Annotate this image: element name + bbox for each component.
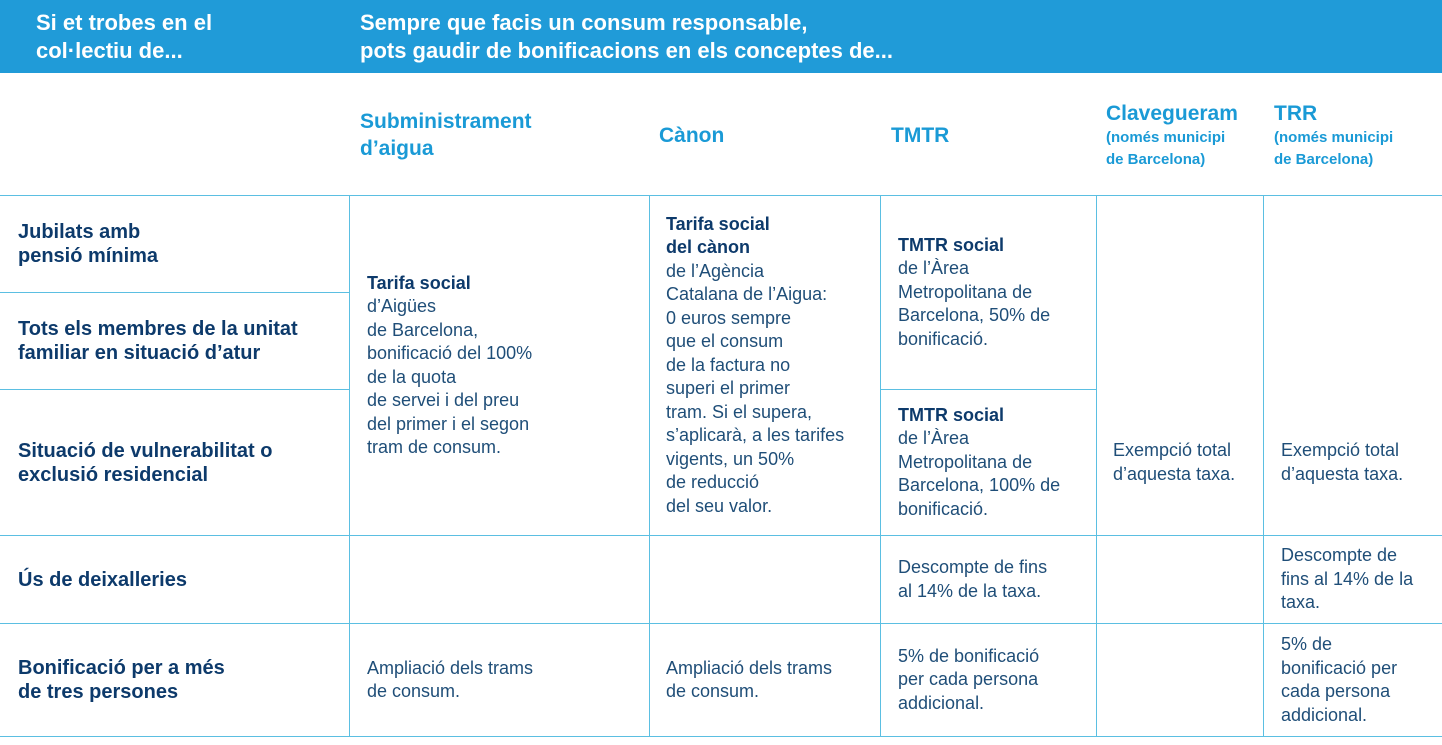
- column-header-clavegueram: [1106, 100, 1266, 171]
- row-label-jubilats: [18, 196, 343, 292]
- header-right-title: Sempre que facis un consum responsable, pots gaudir de bonificacions en els conceptes de...: [360, 10, 894, 63]
- cell-tmtr-bonificacio: [898, 624, 1093, 736]
- grid-line: [649, 195, 650, 736]
- cell-tmtr-deixalleries: [898, 536, 1093, 623]
- cell-text: 5% de bonificació per cada persona addicional.: [1281, 634, 1398, 725]
- cell-text: Exempció total d’aquesta taxa.: [1281, 440, 1404, 484]
- column-header-tmtr: [891, 122, 1081, 149]
- cell-trr-deixalleries: [1281, 536, 1439, 623]
- cell-text: Descompte de fins al 14% de la taxa.: [1281, 545, 1414, 613]
- header-bar: [0, 0, 1442, 73]
- cell-canon-tarifa-social: [666, 196, 878, 535]
- column-title: Subministrament d’aigua: [360, 110, 532, 160]
- row-label-text: Jubilats amb pensió mínima: [18, 221, 159, 267]
- cell-trr-bonificacio: [1281, 624, 1439, 736]
- row-label-atur: [18, 293, 343, 389]
- cell-text: de l’Àrea Metropolitana de Barcelona, 100% de bonificació.: [898, 428, 1061, 519]
- cell-tmtr-social-50: [898, 196, 1093, 389]
- column-title: TRR: [1274, 102, 1318, 125]
- grid-line: [1263, 195, 1264, 736]
- header-left-title: Si et trobes en el col·lectiu de...: [36, 10, 213, 63]
- cell-aigua-tarifa-social: [367, 196, 642, 535]
- row-label-deixalleries: [18, 536, 343, 623]
- cell-text: Exempció total d’aquesta taxa.: [1113, 440, 1236, 484]
- column-header-canon: [659, 122, 859, 149]
- row-label-text: Bonificació per a més de tres persones: [18, 657, 225, 703]
- column-note: (només municipi de Barcelona): [1274, 129, 1394, 168]
- column-header-aigua: [360, 108, 640, 162]
- cell-text: Descompte de fins al 14% de la taxa.: [898, 557, 1048, 601]
- grid-line: [0, 736, 1442, 737]
- cell-trr-exempcio: [1281, 390, 1439, 535]
- cell-text: 5% de bonificació per cada persona addicional.: [898, 645, 1040, 713]
- column-note: (només municipi de Barcelona): [1106, 129, 1226, 168]
- cell-text: d’Aigües de Barcelona, bonificació del 100% de la quota de servei i del preu del primer i el segon tram de consum.: [367, 296, 533, 457]
- row-label-text: Ús de deixalleries: [18, 568, 187, 591]
- row-label-mes-tres-persones: [18, 624, 343, 736]
- row-label-text: Situació de vulnerabilitat o exclusió residencial: [18, 439, 273, 486]
- cell-canon-ampliacio: [666, 624, 878, 736]
- column-title: TMTR: [891, 124, 950, 147]
- column-title: Clavegueram: [1106, 102, 1238, 125]
- cell-text: Ampliació dels trams de consum.: [666, 657, 833, 701]
- row-label-vulnerabilitat: [18, 390, 343, 535]
- grid-line: [349, 195, 350, 736]
- cell-clavegueram-exempcio: [1113, 390, 1261, 535]
- cell-text: Ampliació dels trams de consum.: [367, 657, 534, 701]
- grid-line: [1096, 195, 1097, 736]
- cell-text: de l’Àrea Metropolitana de Barcelona, 50% de bonificació.: [898, 258, 1051, 349]
- cell-text: de l’Agència Catalana de l’Aigua: 0 euros sempre que el consum de la factura no superi el primer tram. Si el supera, s’aplicarà, a les tarifes vigents, un 50% de reducció del seu valor.: [666, 260, 845, 516]
- cell-bold-text: TMTR social: [898, 234, 1005, 255]
- row-label-text: Tots els membres de la unitat familiar en situació d’atur: [18, 318, 298, 364]
- cell-aigua-ampliacio: [367, 624, 642, 736]
- column-header-trr: [1274, 100, 1439, 171]
- cell-bold-text: Tarifa social del cànon: [666, 213, 770, 258]
- column-title: Cànon: [659, 124, 725, 147]
- cell-bold-text: Tarifa social: [367, 272, 471, 293]
- cell-tmtr-social-100: [898, 390, 1093, 535]
- cell-bold-text: TMTR social: [898, 404, 1005, 425]
- grid-line: [880, 195, 881, 736]
